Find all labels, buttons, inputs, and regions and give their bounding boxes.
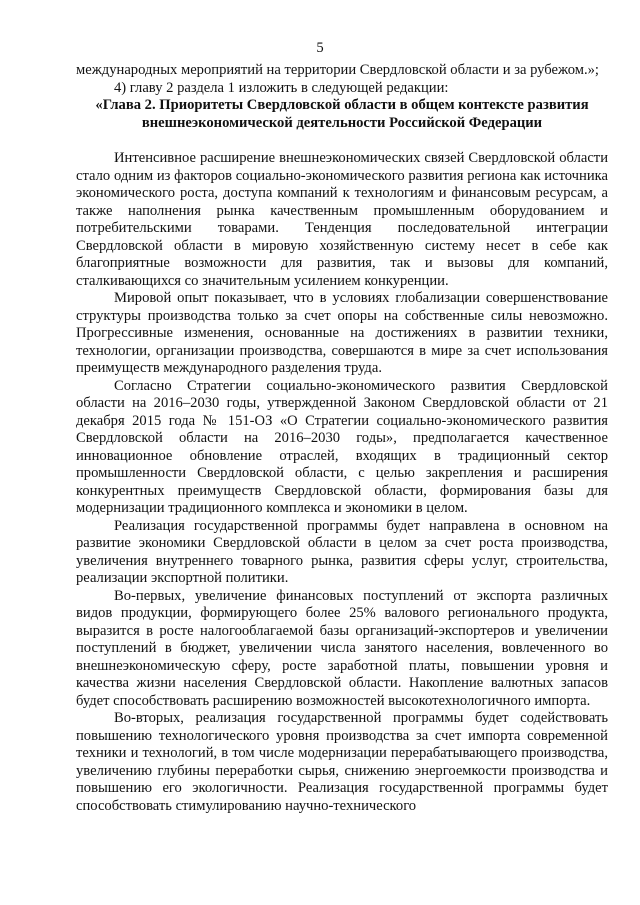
body-paragraph: Во-первых, увеличение финансовых поступлений от экспорта различных видов продукции, формирующего более 25% валового регионального продукта, выразится в росте налогооблагаемой базы организаций-экспортеров и увеличении поступлений в бюджет, увеличении числа занятого населения, вовлеченного во внешнеэкономическую сферу, росте заработной платы, повышении уровня и качества жизни населения Свердловской области. Накопление валютных запасов будет способствовать расширению возможностей высокотехнологичного импорта.	[76, 587, 608, 709]
chapter-heading: «Глава 2. Приоритеты Свердловской области в общем контексте развития внешнеэкономической деятельности Российской Федерации	[95, 97, 589, 131]
body-paragraph: Интенсивное расширение внешнеэкономических связей Свердловской области стало одним из факторов социально-экономического развития региона как источника экономического роста, доступа компаний к технологиям и финансовым ресурсам, а также наполнения рынка качественным промышленным оборудованием и потребительскими товарами. Тенденция последовательной интеграции Свердловской области в мировую хозяйственную систему несет в себе как благоприятные возможности для развития, так и вызовы для компаний, сталкивающихся со значительным усилением конкуренции.	[76, 150, 608, 289]
paragraph-continuation: международных мероприятий на территории Свердловской области и за рубежом.»;	[76, 62, 599, 78]
body-paragraph: Реализация государственной программы будет направлена в основном на развитие экономики Свердловской области в целом за счет роста производства, увеличения внутреннего товарного рынка, развития сферы услуг, строительства, реализации экспортной политики.	[76, 517, 608, 586]
body-paragraph: Во-вторых, реализация государственной программы будет содействовать повышению технологического уровня производства за счет импорта современной техники и технологий, в том числе модернизации перерабатывающего производства, увеличению глубины переработки сырья, снижению энергоемкости производства и повышению его экологичности. Реализация государственной программы будет способствовать стимулированию научно-технического	[76, 710, 608, 814]
paragraph-amendment-item: 4) главу 2 раздела 1 изложить в следующей редакции:	[114, 79, 449, 96]
document-body	[76, 62, 608, 815]
body-paragraph: Согласно Стратегии социально-экономического развития Свердловской области на 2016–2030 годы, утвержденной Законом Свердловской области от 21 декабря 2015 года № 151-ОЗ «О Стратегии социально-экономического развития Свердловской области на 2016–2030 годы», предполагается качественное инновационное обновление отраслей, входящих в традиционный сектор промышленности Свердловской области, с целью закрепления и расширения конкурентных преимуществ Свердловской области, формирования базы для модернизации традиционного комплекса и экономики в целом.	[76, 377, 608, 516]
body-paragraph: Мировой опыт показывает, что в условиях глобализации совершенствование структуры производства только за счет опоры на собственные силы невозможно. Прогрессивные изменения, основанные на достижениях в развитии техники, технологии, организации производства, совершаются в мире за счет использования преимуществ международного разделения труда.	[76, 290, 608, 376]
page-number: 5	[316, 40, 324, 56]
